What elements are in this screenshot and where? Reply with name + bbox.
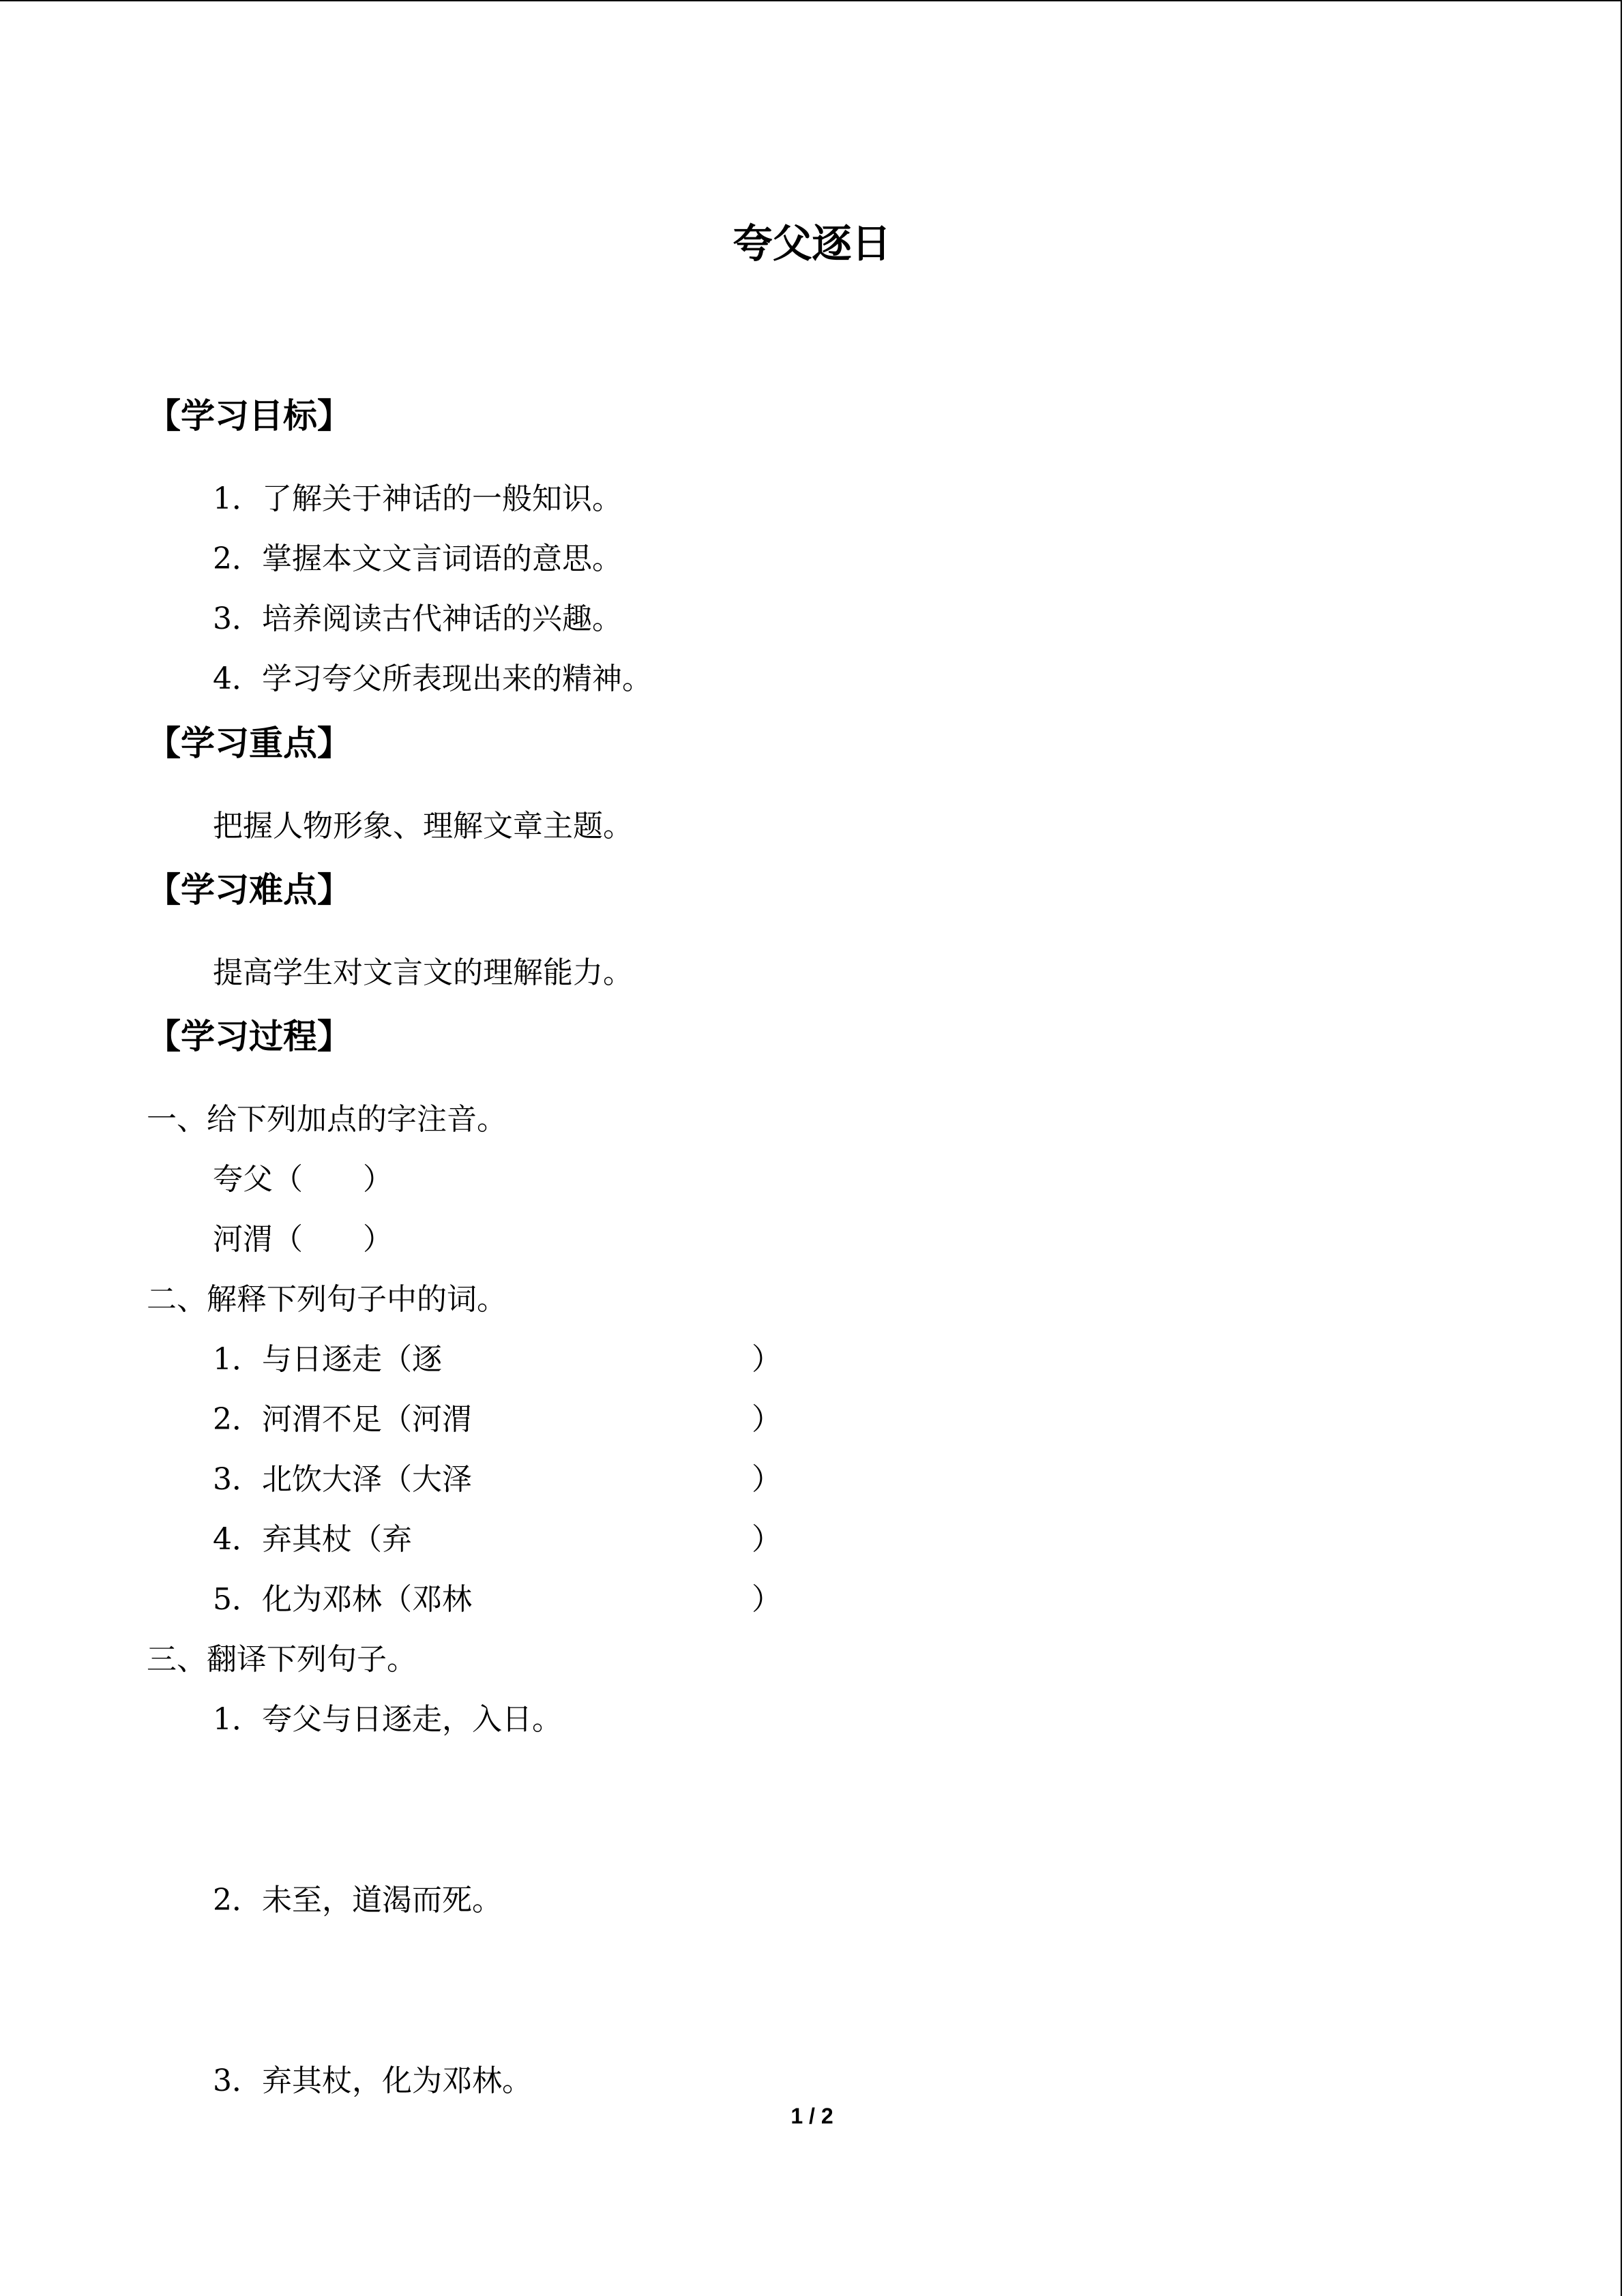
question-3-title: 三、翻译下列句子。	[147, 1642, 417, 1677]
word-item: 2．河渭不足（河渭	[213, 1402, 472, 1437]
difficulty-heading: 【学习难点】	[147, 870, 351, 910]
question-2-title: 二、解释下列句子中的词。	[147, 1282, 507, 1317]
close-paren: ）	[752, 1402, 782, 1437]
close-paren: ）	[752, 1342, 782, 1377]
page-number: 1 / 2	[791, 2104, 833, 2128]
translate-item: 2．未至，道渴而死。	[213, 1883, 502, 1918]
translate-item: 3．弃其杖，化为邓林。	[213, 2063, 532, 2098]
word-item: 1．与日逐走（逐	[213, 1342, 442, 1377]
objective-item: 4．学习夸父所表现出来的精神。	[213, 661, 652, 696]
objectives-heading: 【学习目标】	[147, 396, 351, 436]
objective-item: 2．掌握本文文言词语的意思。	[213, 541, 622, 576]
word-item: 5．化为邓林（邓林	[213, 1582, 472, 1617]
objective-item: 3．培养阅读古代神话的兴趣。	[213, 601, 622, 636]
difficulty-text: 提高学生对文言文的理解能力。	[213, 955, 633, 990]
focus-heading: 【学习重点】	[147, 724, 351, 763]
word-item: 3．北饮大泽（大泽	[213, 1462, 472, 1497]
word-item: 4．弃其杖（弃	[213, 1522, 412, 1557]
question-1-title: 一、给下列加点的字注音。	[147, 1102, 507, 1137]
objective-item: 1．了解关于神话的一般知识。	[213, 481, 622, 516]
close-paren: ）	[752, 1522, 782, 1557]
focus-text: 把握人物形象、理解文章主题。	[213, 809, 633, 844]
page-title: 夸父逐日	[733, 220, 891, 267]
pinyin-item: 夸父（ ）	[213, 1162, 393, 1197]
close-paren: ）	[752, 1582, 782, 1617]
pinyin-item: 河渭（ ）	[213, 1222, 393, 1257]
close-paren: ）	[752, 1462, 782, 1497]
process-heading: 【学习过程】	[147, 1017, 351, 1056]
translate-item: 1．夸父与日逐走，入日。	[213, 1702, 562, 1737]
